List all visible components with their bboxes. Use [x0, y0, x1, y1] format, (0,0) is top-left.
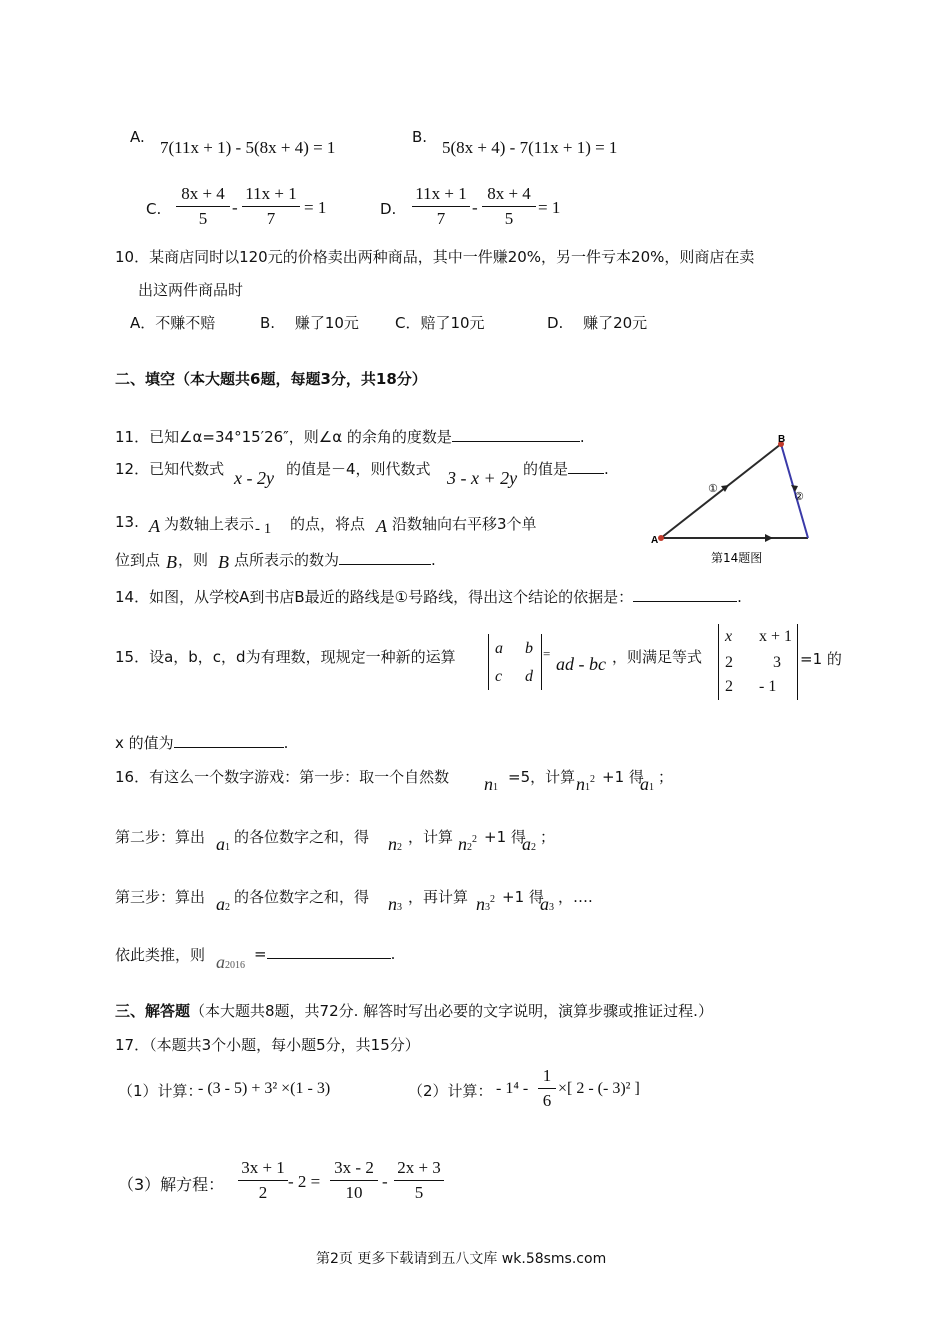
q11-end: . [579, 428, 585, 446]
q15-cell-c: c [495, 668, 503, 685]
point-a-dot [658, 535, 664, 541]
q12-prompt-end: 的值是 [523, 460, 569, 478]
q15-m22: 3 [773, 654, 781, 671]
q15-m32: - 1 [759, 678, 777, 695]
section-2-heading: 二、填空（本大题共6题，每题3分，共18分） [115, 370, 427, 388]
figure-route-1-label: ① [708, 482, 718, 495]
q15-cell-d: d [525, 668, 533, 685]
q16-n2 [388, 834, 402, 855]
q13-prompt-end: 点所表示的数为 [234, 551, 340, 569]
q15-answer-blank[interactable] [174, 733, 284, 748]
q9-d-equals: = 1 [538, 198, 561, 217]
q13-point-b: B [166, 552, 177, 572]
q15-determinant-definition [488, 634, 542, 690]
q12-end: . [604, 460, 609, 478]
q16-n3sq-sub: 3 [485, 902, 490, 913]
q14-prompt: 14．如图，从学校A到书店B最近的路线是①号路线，得出这个结论的依据是： [115, 588, 634, 606]
q16-line-2b: 的各位数字之和，得 [234, 828, 370, 846]
q13-part-6: ，则 [178, 551, 209, 569]
q9-d-fraction-2: 8x + 4 5 [482, 184, 536, 229]
q13-part-2: 为数轴上表示 [164, 515, 255, 533]
q16-n1 [484, 774, 498, 795]
q13-neg-one: - 1 [255, 521, 272, 537]
q14-end: . [737, 588, 742, 606]
q16-n3 [388, 894, 402, 915]
q17-part-2-label: （2）计算： [408, 1082, 493, 1100]
q16-n3sq-var: n [476, 894, 485, 914]
q16-a1-sub: 1 [649, 782, 654, 793]
q16-line-2d: +1 得 [484, 828, 526, 846]
page-footer: 第2页 更多下载请到五八文库 wk.58sms.com [316, 1251, 607, 1267]
q10-option-b: B. 赚了10元 [260, 314, 359, 332]
q16-a2-sub: 2 [531, 842, 536, 853]
q17-part-3-minus-equals: - 2 = [288, 1172, 321, 1191]
q9-option-c-label: C. [146, 200, 162, 218]
q16-line-1b: =5，计算 [508, 768, 576, 786]
q16-line-3b: 的各位数字之和，得 [234, 888, 370, 906]
q15-cell-a: a [495, 640, 503, 657]
q16-a2 [522, 834, 536, 855]
section-3-note: （本大题共8题，共72分. 解答时写出必要的文字说明，演算步骤或推证过程.） [190, 1002, 713, 1020]
base-arrow [765, 534, 773, 542]
q16-line-1a: 16．有这么一个数字游戏：第一步：取一个自然数 [115, 768, 450, 786]
q15-m21: 2 [725, 654, 733, 671]
q16-a1-var: a [640, 774, 649, 794]
q16-line-1c: +1 得 [602, 768, 644, 786]
section-3-heading: 三、解答题 [115, 1002, 191, 1020]
q9-option-b-expr: 5(8x + 4) - 7(11x + 1) = 1 [442, 138, 618, 157]
q9-option-a-expr: 7(11x + 1) - 5(8x + 4) = 1 [160, 138, 336, 157]
q16-n3-squared [476, 894, 495, 915]
q16-line-1d: ； [658, 768, 674, 786]
q14-text [115, 586, 742, 607]
q16-line-2c: ，计算 [408, 828, 454, 846]
q10-option-c: C．赔了10元 [395, 314, 485, 332]
q15-rhs: ad - bc [556, 654, 606, 674]
q16-line-4b [254, 944, 395, 963]
q16-n2-var: n [388, 834, 397, 854]
figure-route-2-label: ② [794, 490, 804, 503]
q16-n2sq-sub: 2 [467, 842, 472, 853]
figure-caption: 第14题图 [711, 551, 763, 565]
q15-part-1: 15．设a，b，c，d为有理数，现规定一种新的运算 [115, 648, 456, 666]
q10-line-2: 出这两件商品时 [138, 281, 244, 299]
q11-prompt: 11．已知∠α=34°15′26″，则∠α 的余角的度数是 [115, 428, 452, 446]
q16-line-4a: 依此类推，则 [115, 946, 206, 964]
q16-a3 [540, 894, 554, 915]
q14-answer-blank[interactable] [633, 587, 737, 602]
q11-text [115, 426, 585, 447]
q9-c-fraction-1: 8x + 4 5 [176, 184, 230, 229]
q13-number: 13. [115, 513, 139, 531]
q16-n1-sub: 1 [493, 782, 498, 793]
q9-d-minus: - [472, 198, 478, 217]
figure-label-b: B [778, 434, 786, 445]
q15-cell-b: b [525, 640, 533, 657]
q10-option-d: D. 赚了20元 [547, 314, 648, 332]
q16-a1s2-sub: 1 [225, 842, 230, 853]
q16-line-3e: ，…. [558, 888, 593, 906]
q13-part-4: 沿数轴向右平移3个单 [392, 515, 537, 533]
q16-n2-sub: 2 [397, 842, 402, 853]
q16-a2-step3 [216, 894, 230, 915]
q15-prompt-end: x 的值为 [115, 734, 174, 752]
q13-point-b-2: B [218, 552, 229, 572]
q13-part-3: 的点，将点 [290, 515, 366, 533]
q16-n1-squared [576, 774, 595, 795]
q9-c-fraction-2: 11x + 1 7 [242, 184, 300, 229]
q16-a3-sub: 3 [549, 902, 554, 913]
q12-part-2: 的值是－4，则代数式 [286, 460, 431, 478]
q15-line-2 [115, 732, 288, 753]
q16-a3-var: a [540, 894, 549, 914]
figure-label-a: A [651, 535, 659, 546]
q9-d-fraction-1: 11x + 1 7 [412, 184, 470, 229]
q13-part-5: 位到点 [115, 551, 161, 569]
q16-line-3a: 第三步：算出 [115, 888, 206, 906]
q17-part-2-pre: - 1⁴ - [496, 1080, 529, 1097]
q13-end: . [431, 551, 436, 569]
q16-n3-sub: 3 [397, 902, 402, 913]
q15-m31: 2 [725, 678, 733, 695]
q13-point-a-2: A [376, 516, 387, 536]
q15-equals: = [543, 646, 551, 661]
q9-c-equals: = 1 [304, 198, 327, 217]
q16-n3-var: n [388, 894, 397, 914]
q15-m12: x + 1 [759, 628, 793, 645]
q15-end: . [283, 734, 289, 752]
q16-n3sq-exp: 2 [490, 894, 495, 905]
q17-part-1-expr: - (3 - 5) + 3² ×(1 - 3) [198, 1080, 331, 1097]
figure-14-triangle [645, 430, 815, 570]
q11-answer-blank[interactable] [452, 427, 580, 442]
q15-part-3: =1 的 [800, 650, 842, 668]
q12-answer-blank[interactable] [568, 459, 604, 474]
q16-n2-squared [458, 834, 477, 855]
q16-a2s3-var: a [216, 894, 225, 914]
q9-option-a-label: A. [130, 128, 145, 146]
q16-a2016-var: a [216, 952, 225, 972]
q17-part-3-minus: - [382, 1172, 388, 1191]
q17-part-3-fraction-2: 3x - 2 10 [330, 1158, 378, 1203]
q16-a2-var: a [522, 834, 531, 854]
q16-equals: = [254, 945, 267, 963]
q17-head: 17．（本题共3个小题，每小题5分，共15分） [115, 1036, 420, 1054]
section-3-heading-line [115, 1000, 713, 1021]
q16-line-2a: 第二步：算出 [115, 828, 206, 846]
q17-part-3-fraction-1: 3x + 1 2 [238, 1158, 288, 1203]
q16-answer-blank[interactable] [267, 944, 391, 959]
q13-answer-blank[interactable] [339, 550, 431, 565]
q16-n2sq-var: n [458, 834, 467, 854]
q16-line-2e: ； [540, 828, 556, 846]
q16-end: . [390, 945, 396, 963]
q16-a2s3-sub: 2 [225, 902, 230, 913]
q17-part-3-label: （3）解方程： [118, 1175, 225, 1194]
q16-n1-var: n [484, 774, 493, 794]
q16-a2016-sub: 2016 [225, 960, 245, 971]
q15-determinant-equation [718, 624, 798, 700]
q17-part-1-label: （1）计算： [118, 1082, 203, 1100]
q12-part-1: 12．已知代数式 [115, 460, 225, 478]
q16-n1sq-var: n [576, 774, 585, 794]
q16-a2016 [216, 952, 245, 973]
q10-option-a: A．不赚不赔 [130, 314, 216, 332]
q16-a1s2-var: a [216, 834, 225, 854]
q13-part-7 [234, 549, 436, 570]
q13-point-a: A [149, 516, 160, 536]
q17-part-2-fraction: 1 6 [538, 1066, 556, 1111]
q15-m11: x [725, 628, 733, 645]
q12-expr-1: x - 2y [234, 468, 274, 488]
q10-line-1: 10．某商店同时以120元的价格卖出两种商品，其中一件赚20%，另一件亏本20%，则商店在卖 [115, 248, 755, 266]
q9-c-minus: - [232, 198, 238, 217]
q16-line-3d: +1 得 [502, 888, 544, 906]
q12-expr-2: 3 - x + 2y [447, 468, 518, 488]
route-1-line [661, 444, 781, 538]
q17-part-2-post: ×[ 2 - (- 3)² ] [558, 1080, 640, 1097]
q9-option-b-label: B. [412, 128, 428, 146]
q16-n1sq-sub: 1 [585, 782, 590, 793]
q16-n1sq-exp: 2 [590, 774, 595, 785]
q16-n2sq-exp: 2 [472, 834, 477, 845]
q12-part-3 [523, 458, 609, 479]
q16-line-3c: ，再计算 [408, 888, 469, 906]
q16-a1-step2 [216, 834, 230, 855]
q15-part-2: ，则满足等式 [612, 648, 703, 666]
q16-a1 [640, 774, 654, 795]
q17-part-3-fraction-3: 2x + 3 5 [394, 1158, 444, 1203]
q9-option-d-label: D. [380, 200, 397, 218]
